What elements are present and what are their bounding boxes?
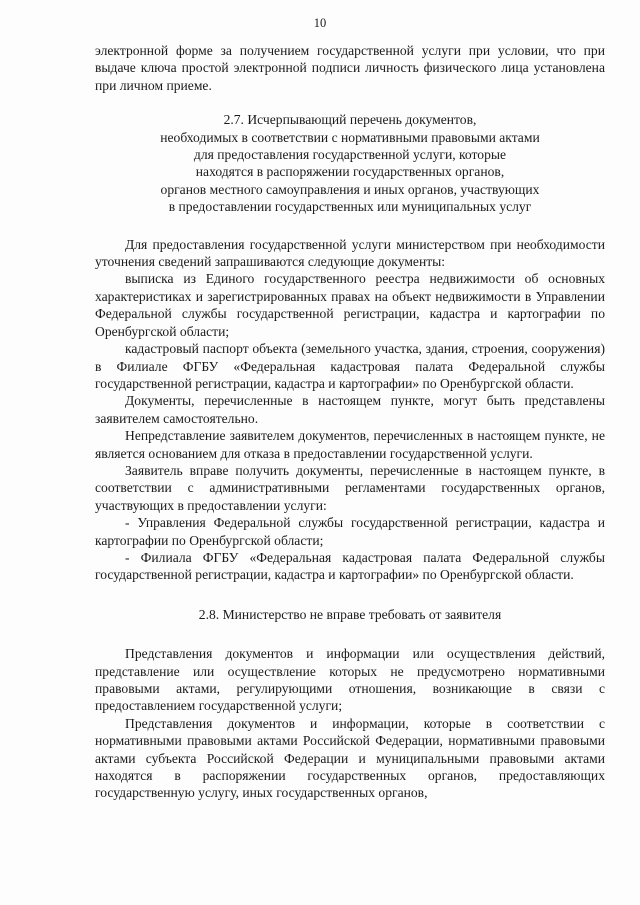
heading-line: 2.7. Исчерпывающий перечень документов, <box>223 112 477 128</box>
paragraph: кадастровый паспорт объекта (земельного участка, здания, строения, сооружения) в Филиале ФГБУ «Федеральная кадастровая палата Федеральной службы государственной регистрации, кадастра и картографии» по Оренбургской области. <box>95 341 605 391</box>
section-2-7-heading <box>95 111 605 215</box>
paragraph: выписка из Единого государственного реестра недвижимости об основных характеристиках и зарегистрированных правах на объект недвижимости в Управлении Федеральной службы государственной регистрации, кадастра и картографии по Оренбургской области; <box>95 271 605 339</box>
section-2-8-heading: 2.8. Министерство не вправе требовать от заявителя <box>198 606 502 622</box>
heading-line: необходимых в соответствии с нормативными правовыми актами <box>160 129 540 145</box>
paragraph-continued: электронной форме за получением государственной услуги при условии, что при выдаче ключа простой электронной подписи личность физического лица установлена при личном приеме. <box>95 43 605 93</box>
page-number: 10 <box>313 16 327 30</box>
paragraph: Непредставление заявителем документов, перечисленных в настоящем пункте, не является основанием для отказа в предоставлении государственной услуги. <box>95 428 605 461</box>
paragraph: Заявитель вправе получить документы, перечисленные в настоящем пункте, в соответствии с административными регламентами государственных органов, участвующих в предоставлении услуги: <box>95 462 605 513</box>
heading-line: органов местного самоуправления и иных органов, участвующих <box>160 181 540 197</box>
heading-line: находятся в распоряжении государственных органов, <box>195 164 505 180</box>
list-item: - Филиала ФГБУ «Федеральная кадастровая палата Федеральной службы государственной регистрации, кадастра и картографии» по Оренбургской области. <box>95 549 605 583</box>
paragraph: Представления документов и информации, которые в соответствии с нормативными правовыми актами Российской Федерации, нормативными правовыми актами субъекта Российской Федерации и муниципальными правовыми актами находятся в распоряжении государственных органов, предоставляющих государственную услугу, иных государственных органов, <box>95 715 605 801</box>
paragraph: Документы, перечисленные в настоящем пункте, могут быть представлены заявителем самостоятельно. <box>95 393 605 426</box>
heading-line: в предоставлении государственных или муниципальных услуг <box>168 199 532 215</box>
heading-line: для предоставления государственной услуги, которые <box>193 147 507 163</box>
paragraph: Для предоставления государственной услуги министерством при необходимости уточнения сведений запрашиваются следующие документы: <box>95 236 605 270</box>
document-body <box>95 42 605 802</box>
list-item: - Управления Федеральной службы государственной регистрации, кадастра и картографии по Оренбургской области; <box>95 515 605 548</box>
paragraph: Представления документов и информации или осуществления действий, представление или осуществление которых не предусмотрено нормативными правовыми актами, регулирующими отношения, возникающие в связи с предоставлением государственной услуги; <box>95 646 605 714</box>
